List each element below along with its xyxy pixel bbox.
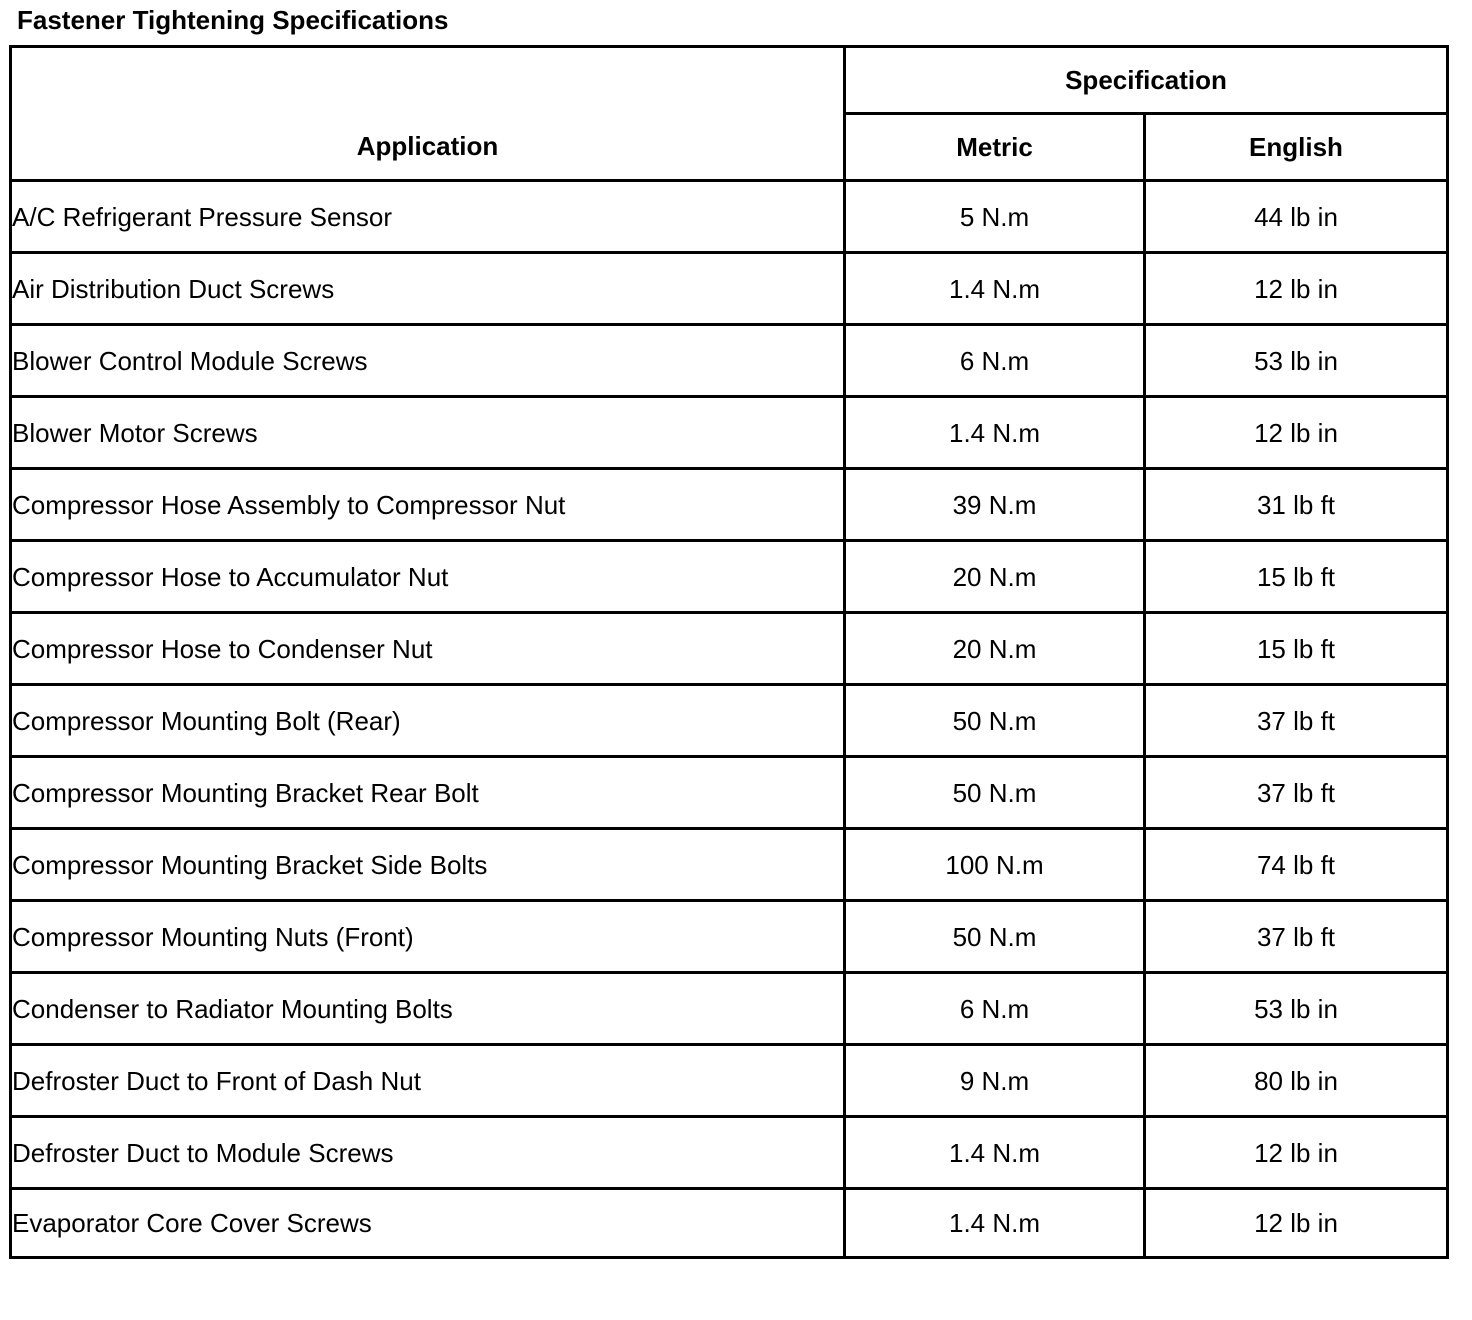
english-cell: 74 lb ft (1145, 829, 1448, 901)
metric-cell: 39 N.m (845, 469, 1145, 541)
header-specification: Specification (845, 47, 1448, 114)
table-row (11, 541, 1448, 613)
application-cell: A/C Refrigerant Pressure Sensor (11, 181, 845, 253)
header-english: English (1145, 114, 1448, 181)
table-row (11, 397, 1448, 469)
english-cell: 15 lb ft (1145, 541, 1448, 613)
application-cell: Air Distribution Duct Screws (11, 253, 845, 325)
metric-cell: 50 N.m (845, 901, 1145, 973)
application-cell: Compressor Hose to Accumulator Nut (11, 541, 845, 613)
metric-cell: 1.4 N.m (845, 1189, 1145, 1258)
application-cell: Compressor Mounting Bracket Rear Bolt (11, 757, 845, 829)
metric-cell: 20 N.m (845, 541, 1145, 613)
application-cell: Blower Motor Screws (11, 397, 845, 469)
application-cell: Compressor Mounting Nuts (Front) (11, 901, 845, 973)
application-cell: Compressor Mounting Bolt (Rear) (11, 685, 845, 757)
metric-cell: 6 N.m (845, 973, 1145, 1045)
table-row (11, 469, 1448, 541)
metric-cell: 1.4 N.m (845, 253, 1145, 325)
table-row (11, 685, 1448, 757)
table-row (11, 901, 1448, 973)
metric-cell: 9 N.m (845, 1045, 1145, 1117)
table-row (11, 1117, 1448, 1189)
application-cell: Defroster Duct to Module Screws (11, 1117, 845, 1189)
metric-cell: 100 N.m (845, 829, 1145, 901)
table-row (11, 829, 1448, 901)
table-body (11, 181, 1448, 1258)
fastener-spec-table (9, 45, 1449, 1259)
table-row (11, 1045, 1448, 1117)
table-row (11, 973, 1448, 1045)
english-cell: 12 lb in (1145, 1117, 1448, 1189)
table-row (11, 181, 1448, 253)
application-cell: Condenser to Radiator Mounting Bolts (11, 973, 845, 1045)
application-cell: Compressor Mounting Bracket Side Bolts (11, 829, 845, 901)
table-row (11, 253, 1448, 325)
metric-cell: 1.4 N.m (845, 1117, 1145, 1189)
english-cell: 31 lb ft (1145, 469, 1448, 541)
english-cell: 53 lb in (1145, 973, 1448, 1045)
application-cell: Compressor Hose to Condenser Nut (11, 613, 845, 685)
metric-cell: 6 N.m (845, 325, 1145, 397)
table-row (11, 613, 1448, 685)
metric-cell: 20 N.m (845, 613, 1145, 685)
english-cell: 37 lb ft (1145, 757, 1448, 829)
english-cell: 80 lb in (1145, 1045, 1448, 1117)
application-cell: Compressor Hose Assembly to Compressor Nut (11, 469, 845, 541)
english-cell: 15 lb ft (1145, 613, 1448, 685)
metric-cell: 50 N.m (845, 757, 1145, 829)
table-row (11, 757, 1448, 829)
english-cell: 37 lb ft (1145, 685, 1448, 757)
english-cell: 12 lb in (1145, 397, 1448, 469)
metric-cell: 5 N.m (845, 181, 1145, 253)
english-cell: 12 lb in (1145, 1189, 1448, 1258)
metric-cell: 50 N.m (845, 685, 1145, 757)
document-title: Fastener Tightening Specifications (17, 5, 449, 35)
table-header (11, 47, 1448, 181)
application-cell: Blower Control Module Screws (11, 325, 845, 397)
header-metric: Metric (845, 114, 1145, 181)
application-cell: Defroster Duct to Front of Dash Nut (11, 1045, 845, 1117)
english-cell: 53 lb in (1145, 325, 1448, 397)
english-cell: 37 lb ft (1145, 901, 1448, 973)
english-cell: 44 lb in (1145, 181, 1448, 253)
metric-cell: 1.4 N.m (845, 397, 1145, 469)
application-cell: Evaporator Core Cover Screws (11, 1189, 845, 1258)
table-row (11, 325, 1448, 397)
header-application: Application (11, 47, 845, 181)
english-cell: 12 lb in (1145, 253, 1448, 325)
header-row-top (11, 47, 1448, 114)
table-row (11, 1189, 1448, 1258)
